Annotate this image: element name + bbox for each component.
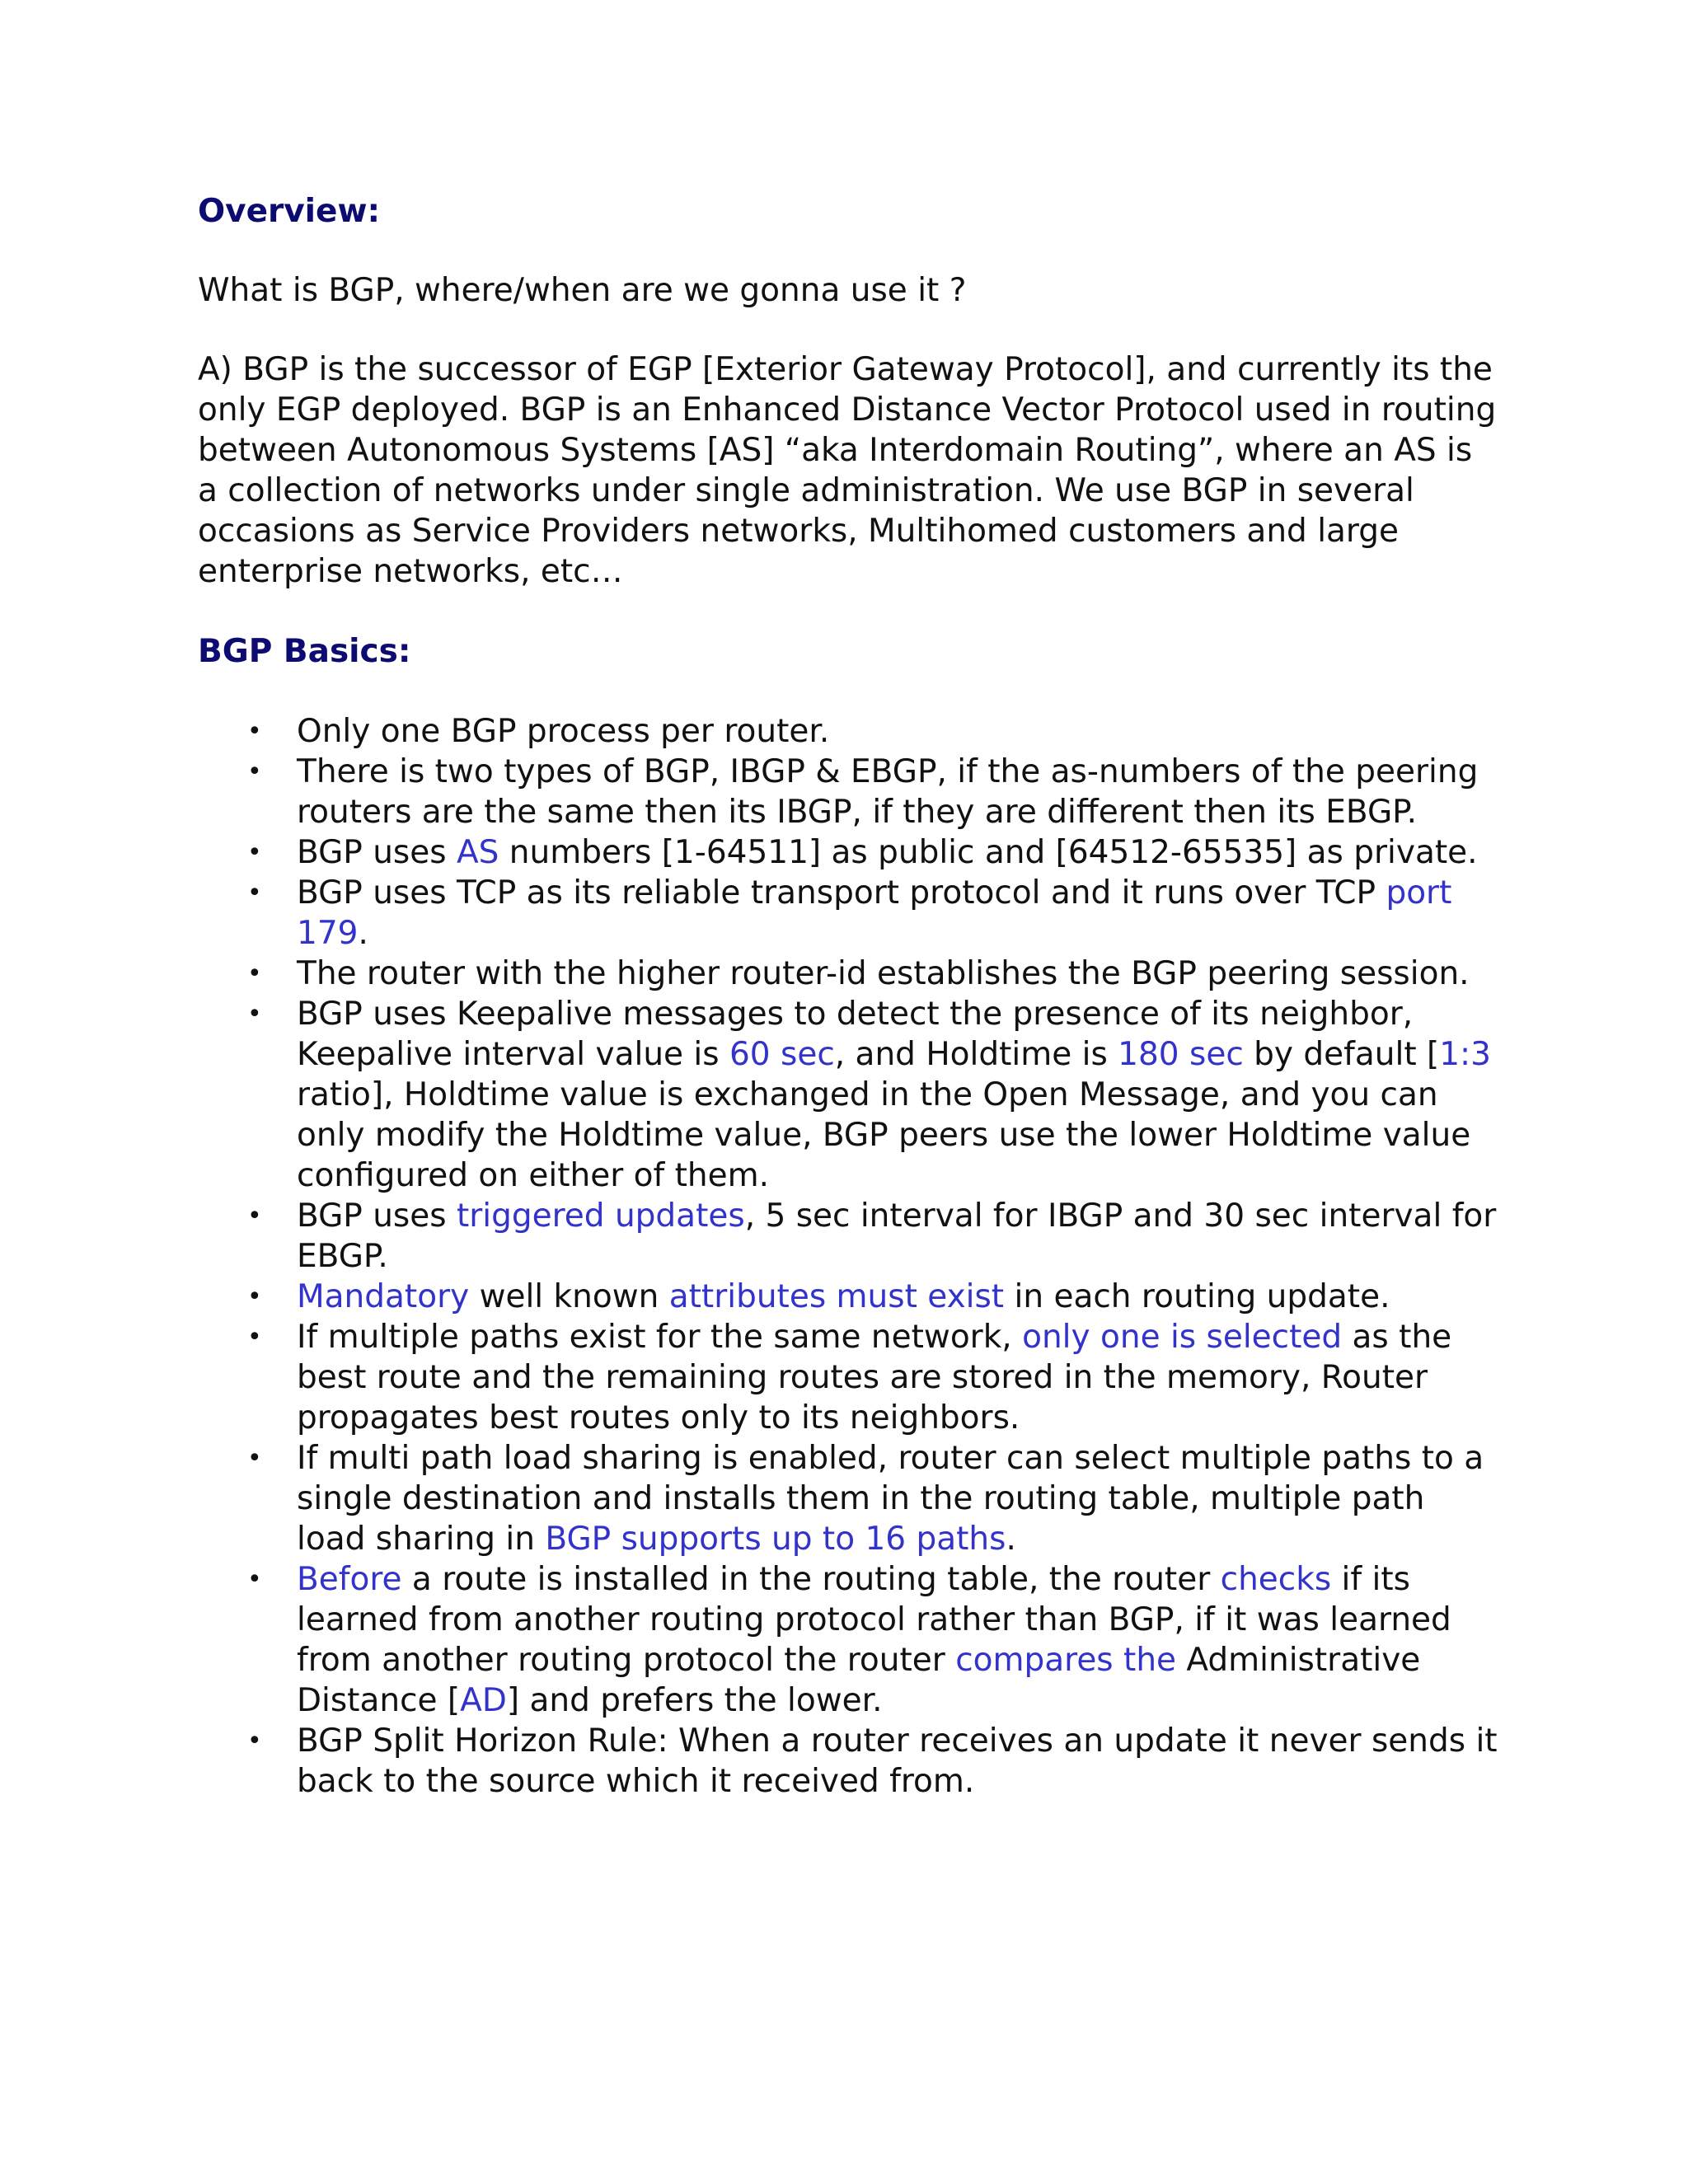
highlighted-text: triggered updates bbox=[456, 1197, 745, 1235]
bullet-icon: • bbox=[247, 879, 262, 907]
text-segment: . bbox=[1006, 1521, 1016, 1558]
highlighted-text: 60 sec bbox=[729, 1036, 835, 1073]
highlighted-text: AD bbox=[460, 1682, 507, 1719]
text-segment: If multiple paths exist for the same network, bbox=[297, 1319, 1023, 1356]
text-segment: There is two types of BGP, IBGP & EBGP, if the as-numbers of the peering routers are the same then its IBGP, if they are different then its EBGP. bbox=[297, 753, 1479, 831]
list-item bbox=[198, 1317, 1500, 1438]
text-segment: BGP uses bbox=[297, 1197, 457, 1235]
list-item bbox=[198, 1196, 1500, 1277]
list-item bbox=[198, 832, 1500, 873]
text-segment: if its learned from another routing protocol rather than BGP, if it was learned from another routing protocol the router bbox=[297, 1561, 1451, 1679]
highlighted-text: checks bbox=[1220, 1561, 1332, 1598]
highlighted-text: only one is selected bbox=[1022, 1319, 1343, 1356]
bullet-icon: • bbox=[247, 1000, 262, 1029]
list-item bbox=[198, 1559, 1500, 1721]
text-segment: a route is installed in the routing table, the router bbox=[401, 1561, 1221, 1598]
list-item bbox=[198, 1438, 1500, 1559]
text-segment: as the best route and the remaining routes are stored in the memory, Router propagates best routes only to its neighbors. bbox=[297, 1319, 1452, 1436]
text-segment: BGP uses bbox=[297, 834, 457, 871]
text-segment: Administrative Distance [ bbox=[297, 1642, 1421, 1719]
text-segment: , and Holdtime is bbox=[834, 1036, 1118, 1073]
bullet-icon: • bbox=[247, 1565, 262, 1594]
highlighted-text: attributes must exist bbox=[668, 1278, 1005, 1315]
list-item bbox=[198, 873, 1500, 954]
overview-answer: A) BGP is the successor of EGP [Exterior Gateway Protocol], and currently its the only EGP deployed. BGP is an Enhanced Distance Vector Protocol used in routing between Autonomous Systems [AS] “aka Interdomain Routing”, where an AS is a collection of networks under single administration. We use BGP in several occasions as Service Providers networks, Multihomed customers and large enterprise networks, etc… bbox=[198, 351, 1497, 590]
highlighted-text: Mandatory bbox=[297, 1278, 470, 1315]
bullet-icon: • bbox=[247, 959, 262, 988]
spacer bbox=[198, 672, 1500, 711]
bullet-icon: • bbox=[247, 1727, 262, 1755]
basics-heading: BGP Basics: bbox=[198, 633, 411, 670]
list-item bbox=[198, 1277, 1500, 1317]
text-segment: ] and prefers the lower. bbox=[506, 1682, 883, 1719]
highlighted-text: 1:3 bbox=[1439, 1036, 1491, 1073]
text-segment: ratio], Holdtime value is exchanged in the Open Message, and you can only modify the Holdtime value, BGP peers use the lower Holdtime value configured on either of them. bbox=[297, 1076, 1471, 1194]
bullet-icon: • bbox=[247, 1444, 262, 1473]
basics-bullet-list bbox=[198, 711, 1500, 1802]
highlighted-text: 180 sec bbox=[1118, 1036, 1244, 1073]
highlighted-text: BGP supports up to 16 paths bbox=[545, 1521, 1006, 1558]
list-item bbox=[198, 994, 1500, 1196]
text-segment: If multi path load sharing is enabled, router can select multiple paths to a single destination and installs them in the routing table, multiple path load sharing in bbox=[297, 1440, 1484, 1558]
highlighted-text: Before bbox=[297, 1561, 402, 1598]
text-segment: , 5 sec interval for IBGP and 30 sec interval for EBGP. bbox=[297, 1197, 1497, 1275]
text-segment: by default [ bbox=[1243, 1036, 1440, 1073]
text-segment: well known bbox=[469, 1278, 669, 1315]
bullet-icon: • bbox=[247, 838, 262, 867]
highlighted-text: compares the bbox=[955, 1642, 1177, 1679]
text-segment: numbers [1-64511] as public and [64512-65535] as private. bbox=[499, 834, 1478, 871]
spacer bbox=[198, 232, 1500, 270]
text-segment: . bbox=[358, 915, 368, 952]
text-segment: in each routing update. bbox=[1004, 1278, 1390, 1315]
bullet-icon: • bbox=[247, 1282, 262, 1311]
list-item bbox=[198, 711, 1500, 752]
list-item bbox=[198, 954, 1500, 994]
highlighted-text: AS bbox=[456, 834, 499, 871]
bullet-icon: • bbox=[247, 1202, 262, 1230]
spacer bbox=[198, 311, 1500, 349]
bullet-icon: • bbox=[247, 757, 262, 786]
overview-heading: Overview: bbox=[198, 193, 381, 230]
text-segment: BGP Split Horizon Rule: When a router receives an update it never sends it back to the source which it received from. bbox=[297, 1722, 1498, 1800]
text-segment: The router with the higher router-id establishes the BGP peering session. bbox=[297, 955, 1470, 992]
bullet-icon: • bbox=[247, 717, 262, 746]
text-segment: BGP uses Keepalive messages to detect the presence of its neighbor, Keepalive interval value is bbox=[297, 996, 1414, 1073]
list-item bbox=[198, 752, 1500, 832]
document-page bbox=[198, 191, 1500, 1802]
list-item bbox=[198, 1721, 1500, 1802]
text-segment: Only one BGP process per router. bbox=[297, 713, 830, 750]
spacer bbox=[198, 592, 1500, 631]
bullet-icon: • bbox=[247, 1323, 262, 1352]
overview-question: What is BGP, where/when are we gonna use it ? bbox=[198, 272, 967, 309]
highlighted-text: port 179 bbox=[297, 874, 1452, 952]
text-segment: BGP uses TCP as its reliable transport protocol and it runs over TCP bbox=[297, 874, 1386, 912]
